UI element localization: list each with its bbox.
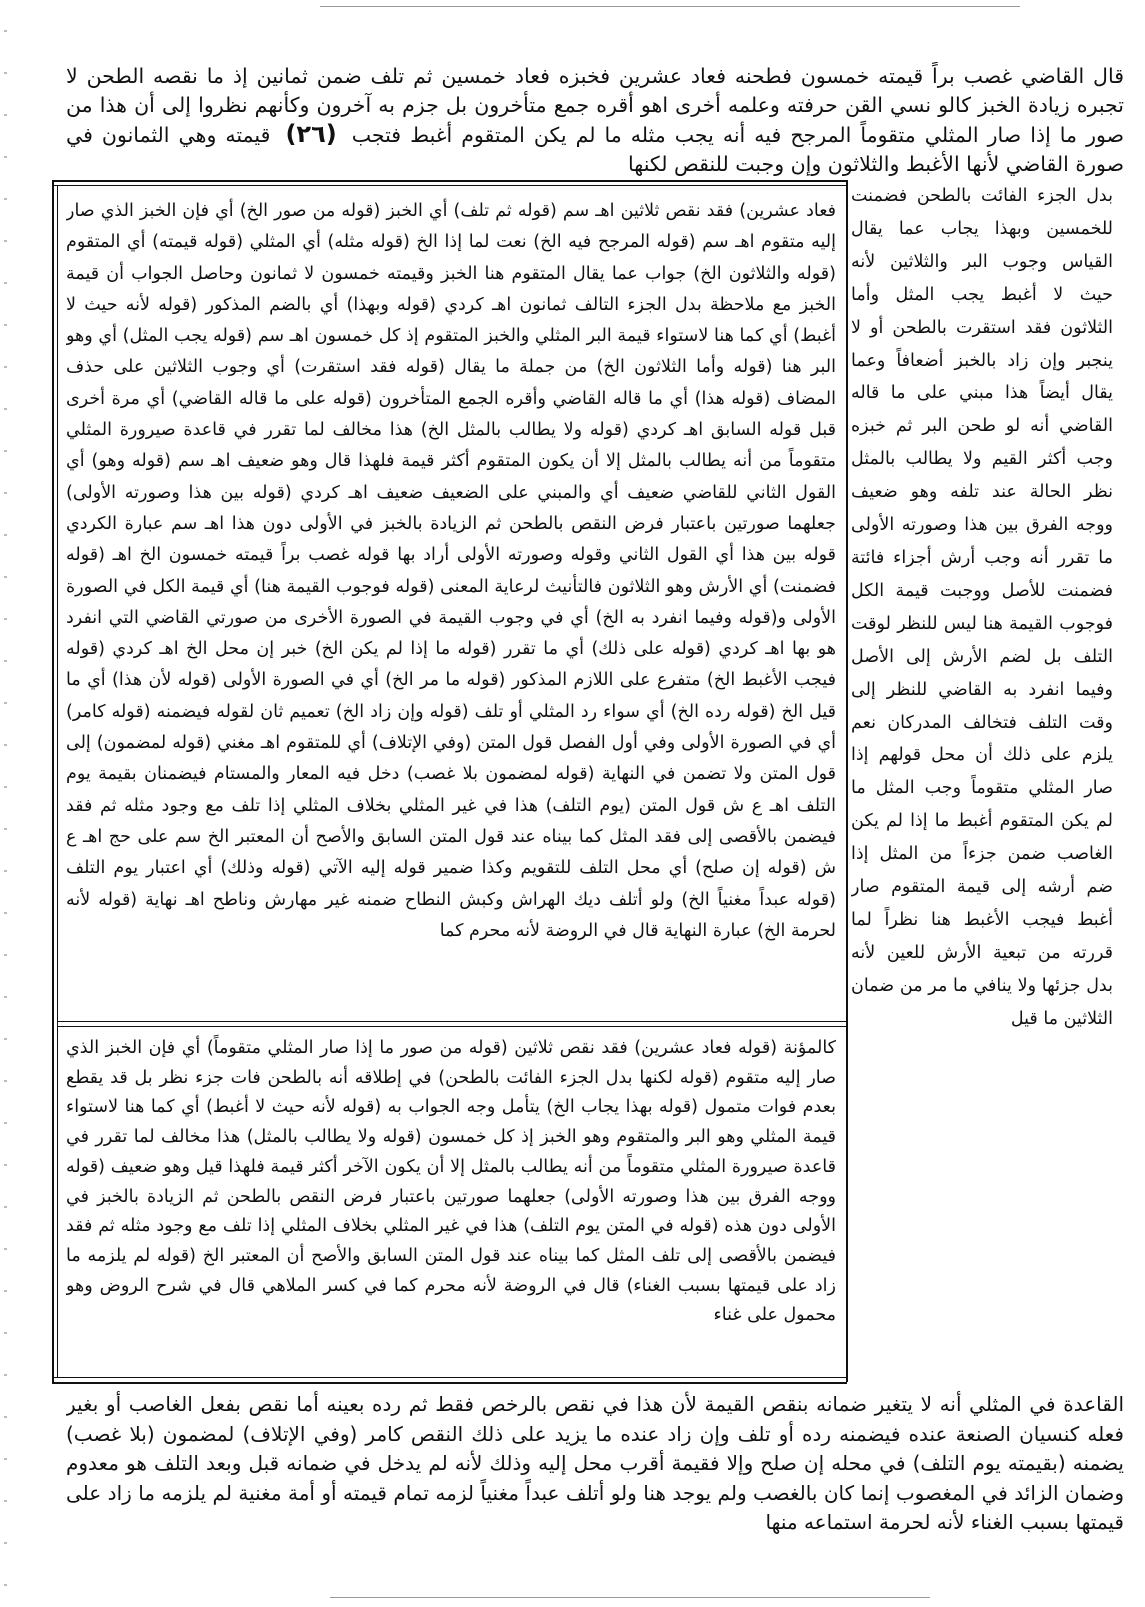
main-text-bottom: القاعدة في المثلي أنه لا يتغير ضمانه بنقص القيمة لأن هذا في نقص بالرخص فقط ثم رده بعينه أما نقص بفعل الغاصب أو بغير فعله كنسيان الصنعة عنده فيضمنه رده أو تلف وإن زاد عنده ما يزيد على ذلك النقص كامر (وفي الإتلاف) لمضمون (بلا غصب) يضمنه (بقيمته يوم التلف) في محله إن صلح وإلا فقيمة أقرب محل إليه وذلك لأنه لم يدخل في ضمانه قبل وبعد التلف هو معدوم وضمان الزائد في المغصوب إنما كان بالغصب ولم يوجد هنا ولو أتلف عبداً مغنياً لزمه تمام قيمته أو أمة مغنية لم يلزمه ما زاد على قيمتها بسبب الغناء لأنه لحرمة استماعه منها [66, 1392, 1124, 1534]
main-text-top [66, 62, 1124, 179]
scan-edge-marks [4, 30, 7, 1590]
frame-rule [52, 180, 54, 1382]
main-text-top-part1: قال القاضي غصب براً قيمته خمسون فطحنه فعاد عشرين فخبزه فعاد خمسين ثم تلف ضمن ثمانين إذ ما نقصه الطحن لا تجبره زيادة الخبز كالو نسي القن حرفته وعلمه أخرى اهو أقره جمع متأخرون بل جزم به آخرون وكأنهم نظروا إلى أن هذا من صور ما إذا صار المثلي متقوماً المرجح فيه أنه يجب مثله ما لم يكن المتقوم أغبط فتجب [66, 64, 1124, 147]
frame-divider [57, 1026, 846, 1027]
frame-rule [846, 180, 848, 1382]
main-text-top-part2: قيمته وهي الثمانون في صورة القاضي لأنها الأغبط والثلاثون وإن وجبت للنقص لكنها [66, 123, 1124, 176]
bottom-rule [330, 1597, 930, 1598]
frame-rule [57, 185, 58, 1377]
frame-rule [52, 1377, 847, 1378]
commentary-block-1: فعاد عشرين) فقد نقص ثلاثين اهـ سم (قوله ثم تلف) أي الخبز (قوله من صور الخ) أي فإن الخبز الذي صار إليه متقوم اهـ سم (قوله المرجح فيه الخ) نعت لما إذا الخ (قوله مثله) أي المثلي (قوله قيمته) أي المتقوم (قوله والثلاثون الخ) جواب عما يقال المتقوم هنا الخبز وقيمته خمسون لا ثمانون وحاصل الجواب أن قيمة الخبز مع ملاحظة بدل الجزء التالف ثمانون اهـ كردي (قوله وبهذا) أي بالضم المذكور (قوله لأنه حيث لا أغبط) أي كما هنا لاستواء قيمة البر المثلي والخبز المتقوم إذ كل خمسون اهـ سم (قوله يجب المثل) أي وهو البر هنا (قوله وأما الثلاثون الخ) من جملة ما يقال (قوله فقد استقرت) أي وجوب الثلاثين على حذف المضاف (قوله هذا) أي ما قاله القاضي وأقره الجمع المتأخرون (قوله على ما قاله القاضي) أي مرة أخرى قبل قوله السابق اهـ كردي (قوله ولا يطالب بالمثل الخ) هذا مخالف لما تقرر في قاعدة صيرورة المثلي متقوماً من أنه يطالب بالمثل إلا أن يكون المتقوم أكثر قيمة فلهذا قال وهو ضعيف اهـ سم (قوله وهو) أي القول الثاني للقاضي ضعيف أي والمبني على الضعيف ضعيف اهـ كردي (قوله بين هذا وصورته الأولى) جعلهما صورتين باعتبار فرض النقص بالطحن ثم الزيادة بالخبز في الأولى دون هذا اهـ سم عبارة الكردي قوله بين هذا أي القول الثاني وقوله وصورته الأولى أراد بها قوله غصب براً قيمته خمسون الخ اهـ (قوله فضمنت) أي الأرش وهو الثلاثون فالتأنيث لرعاية المعنى (قوله فوجوب القيمة هنا) أي قيمة الكل في الصورة الأولى و(قوله وفيما انفرد به الخ) أي في وجوب القيمة في الصورة الأخرى من صورتي القاضي التي انفرد هو بها اهـ كردي (قوله على ذلك) أي ما تقرر (قوله ما إذا لم يكن الخ) خبر إن محل الخ اهـ كردي (قوله فيجب الأغبط الخ) متفرع على اللازم المذكور (قوله ما مر الخ) أي في الصورة الأولى (قوله لأن هذا) أي ما قيل الخ (قوله رده الخ) أي سواء رد المثلي أو تلف (قوله وإن زاد الخ) تعميم ثان لقوله فيضمنه (قوله كامر) أي في الصورة الأولى وفي أول الفصل قول المتن (وفي الإتلاف) أي للمتقوم اهـ مغني (قوله لمضمون) إلى قول المتن ولا تضمن في النهاية (قوله لمضمون بلا غصب) دخل فيه المعار والمستام فيضمنان بقيمة يوم التلف اهـ ع ش قول المتن (يوم التلف) هذا في غير المثلي بخلاف المثلي إذا تلف مع وجود مثله ثم فقد فيضمن بالأقصى إلى فقد المثل كما بيناه عند قول المتن السابق والأصح أن المعتبر الخ سم على حج اهـ ع ش (قوله إن صلح) أي محل التلف للتقويم وكذا ضمير قوله إليه الآتي (قوله وذلك) أي اعتبار يوم التلف (قوله عبداً مغنياً الخ) ولو أتلف ديك الهراش وكبش النطاح ضمنه غير مهارش وناطح اهـ نهاية (قوله لأنه لحرمة الخ) عبارة النهاية قال في الروضة لأنه محرم كما [66, 201, 836, 941]
page-number: (٢٦) [285, 120, 337, 148]
frame-rule [52, 1382, 847, 1384]
frame-divider [57, 1021, 846, 1022]
top-rule [320, 6, 1020, 7]
frame-rule [52, 180, 847, 182]
margin-commentary: بدل الجزء الفائت بالطحن فضمنت للخمسين وبهذا يجاب عما يقال القياس وجوب البر والثلاثين لأنه حيث لا أغبط يجب المثل وأما الثلاثون فقد استقرت بالطحن أو لا ينجبر وإن زاد بالخبز أضعافاً وعما يقال أيضاً هذا مبني على ما قاله القاضي أنه لو طحن البر ثم خبزه وجب أكثر القيم ولا يطالب بالمثل نظر الحالة عند تلفه وهو ضعيف ووجه الفرق بين هذا وصورته الأولى ما تقرر أنه وجب أرش أجزاء فائتة فضمنت للأصل ووجبت قيمة الكل فوجوب القيمة هنا ليس للنظر لوقت التلف بل لضم الأرش إلى الأصل وفيما انفرد به القاضي للنظر إلى وقت التلف فتخالف المدركان نعم يلزم على ذلك أن محل قولهم إذا صار المثلي متقوماً وجب المثل ما لم يكن المتقوم أغبط ما إذا لم يكن الغاصب ضمن جزءاً من المثل إذا ضم أرشه إلى قيمة المتقوم صار أغبط فيجب الأغبط هنا نظراً لما قررته من تبعية الأرش للعين لأنه بدل جزئها ولا ينافي ما مر من ضمان الثلاثين ما قيل [851, 186, 1113, 1029]
commentary-block-2: كالمؤنة (قوله فعاد عشرين) فقد نقص ثلاثين (قوله من صور ما إذا صار المثلي متقوماً) أي فإن الخبز الذي صار إليه متقوم (قوله لكنها بدل الجزء الفائت بالطحن) في إطلاقه أنه بالطحن فات جزء نظر بل قد يقطع بعدم فوات متمول (قوله بهذا يجاب الخ) يتأمل وجه الجواب به (قوله لأنه حيث لا أغبط) أي كما هنا لاستواء قيمة المثلي وهو البر والمتقوم وهو الخبز إذ كل خمسون (قوله ولا يطالب بالمثل) هذا مخالف لما تقرر في قاعدة صيرورة المثلي متقوماً من أنه يطالب بالمثل إلا أن يكون الآخر أكثر قيمة فلهذا قيل وهو ضعيف (قوله ووجه الفرق بين هذا وصورته الأولى) جعلهما صورتين باعتبار فرض النقص بالطحن ثم الزيادة بالخبز في الأولى دون هذه (قوله في المتن يوم التلف) هذا في غير المثلي بخلاف المثلي إذا تلف مع وجود مثله ثم فقد فيضمن بالأقصى إلى تلف المثل كما بيناه عند قول المتن السابق والأصح أن المعتبر الخ (قوله لم يلزمه ما زاد على قيمتها بسبب الغناء) قال في الروضة لأنه محرم كما في كسر الملاهي قال في شرح الروض وهو محمول على غناء [66, 1038, 836, 1326]
frame-rule [52, 185, 847, 186]
